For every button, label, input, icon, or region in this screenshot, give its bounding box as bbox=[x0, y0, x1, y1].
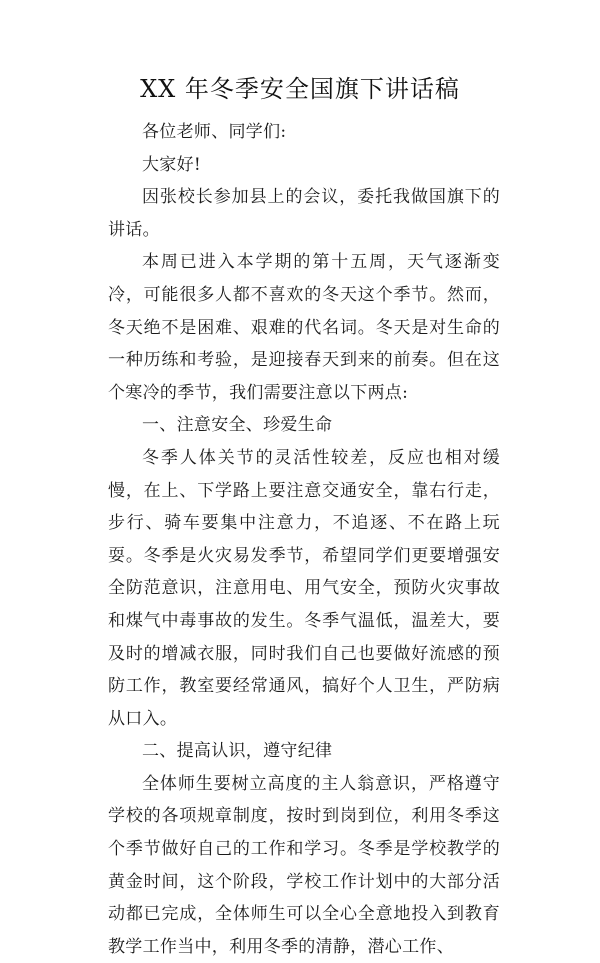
document-body bbox=[108, 116, 500, 963]
paragraph-intro: 因张校长参加县上的会议，委托我做国旗下的讲话。 bbox=[108, 187, 500, 240]
paragraph-discipline: 全体师生要树立高度的主人翁意识，严格遵守学校的各项规章制度，按时到岗到位，利用冬季这个季节做好自己的工作和学习。冬季是学校教学的黄金时间，这个阶段，学校工作计划中的大部分活动都已完成，全体师生可以全心全意地投入到教育教学工作当中，利用冬季的清静，潜心工作、 bbox=[108, 773, 500, 957]
paragraph-greeting: 大家好! bbox=[142, 154, 202, 175]
section-heading-safety: 一、注意安全、珍爱生命 bbox=[142, 415, 333, 436]
section-heading-discipline: 二、提高认识，遵守纪律 bbox=[142, 741, 333, 762]
paragraph-safety: 冬季人体关节的灵活性较差，反应也相对缓慢，在上、下学路上要注意交通安全，靠右行走，步行、骑车要集中注意力，不追逐、不在路上玩耍。冬季是火灾易发季节，希望同学们更要增强安全防范意识，注意用电、用气安全，预防火灾事故和煤气中毒事故的发生。冬季气温低，温差大，要及时的增减衣服，同时我们自己也要做好流感的预防工作，教室要经常通风，搞好个人卫生，严防病从口入。 bbox=[108, 447, 500, 729]
paragraph-season: 本周已进入本学期的第十五周，天气逐渐变冷，可能很多人都不喜欢的冬天这个季节。然而，冬天绝不是困难、艰难的代名词。冬天是对生命的一种历练和考验，是迎接春天到来的前奏。但在这个寒冷的季节，我们需要注意以下两点: bbox=[108, 252, 500, 403]
document-title: XX 年冬季安全国旗下讲话稿 bbox=[140, 75, 460, 103]
paragraph-salutation: 各位老师、同学们: bbox=[142, 122, 287, 142]
